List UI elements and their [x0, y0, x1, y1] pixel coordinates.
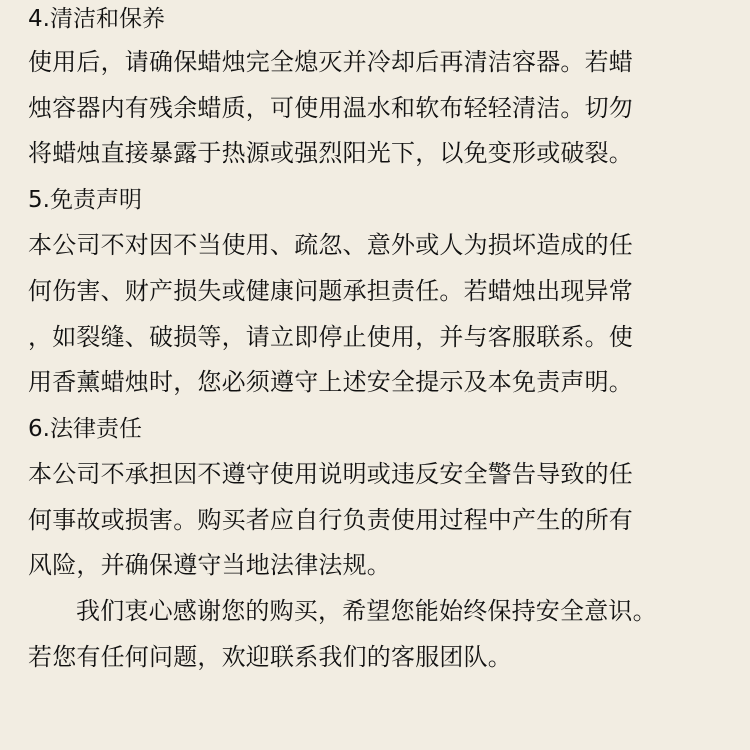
- paragraph-line: 烛容器内有残余蜡质，可使用温水和软布轻轻清洁。切勿: [28, 93, 633, 122]
- paragraph-line: 风险，并确保遵守当地法律法规。: [28, 551, 391, 580]
- section-heading: 6.法律责任: [28, 415, 142, 442]
- paragraph-line: 何伤害、财产损失或健康问题承担责任。若蜡烛出现异常: [28, 276, 633, 305]
- paragraph-line: 本公司不承担因不遵守使用说明或违反安全警告导致的任: [28, 459, 633, 488]
- section-heading: 5.免责声明: [28, 187, 142, 214]
- closing-line: 若您有任何问题，欢迎联系我们的客服团队。: [28, 642, 512, 671]
- section-heading: 4.清洁和保养: [28, 6, 165, 32]
- paragraph-line: 何事故或损害。购买者应自行负责使用过程中产生的所有: [28, 505, 633, 534]
- section-cleaning: [28, 0, 726, 177]
- paragraph-line: 使用后，请确保蜡烛完全熄灭并冷却后再清洁容器。若蜡: [28, 48, 633, 76]
- closing-line: 我们衷心感谢您的购买，希望您能始终保持安全意识。: [76, 597, 657, 626]
- paragraph-line: ，如裂缝、破损等，请立即停止使用，并与客服联系。使: [28, 322, 633, 351]
- paragraph-line: 用香薰蜡烛时，您必须遵守上述安全提示及本免责声明。: [28, 368, 633, 397]
- section-disclaimer: [28, 177, 726, 406]
- paragraph-line: 将蜡烛直接暴露于热源或强烈阳光下，以免变形或破裂。: [28, 139, 633, 168]
- closing-message: [28, 589, 726, 680]
- section-legal: [28, 406, 726, 589]
- paragraph-line: 本公司不对因不当使用、疏忽、意外或人为损坏造成的任: [28, 231, 633, 260]
